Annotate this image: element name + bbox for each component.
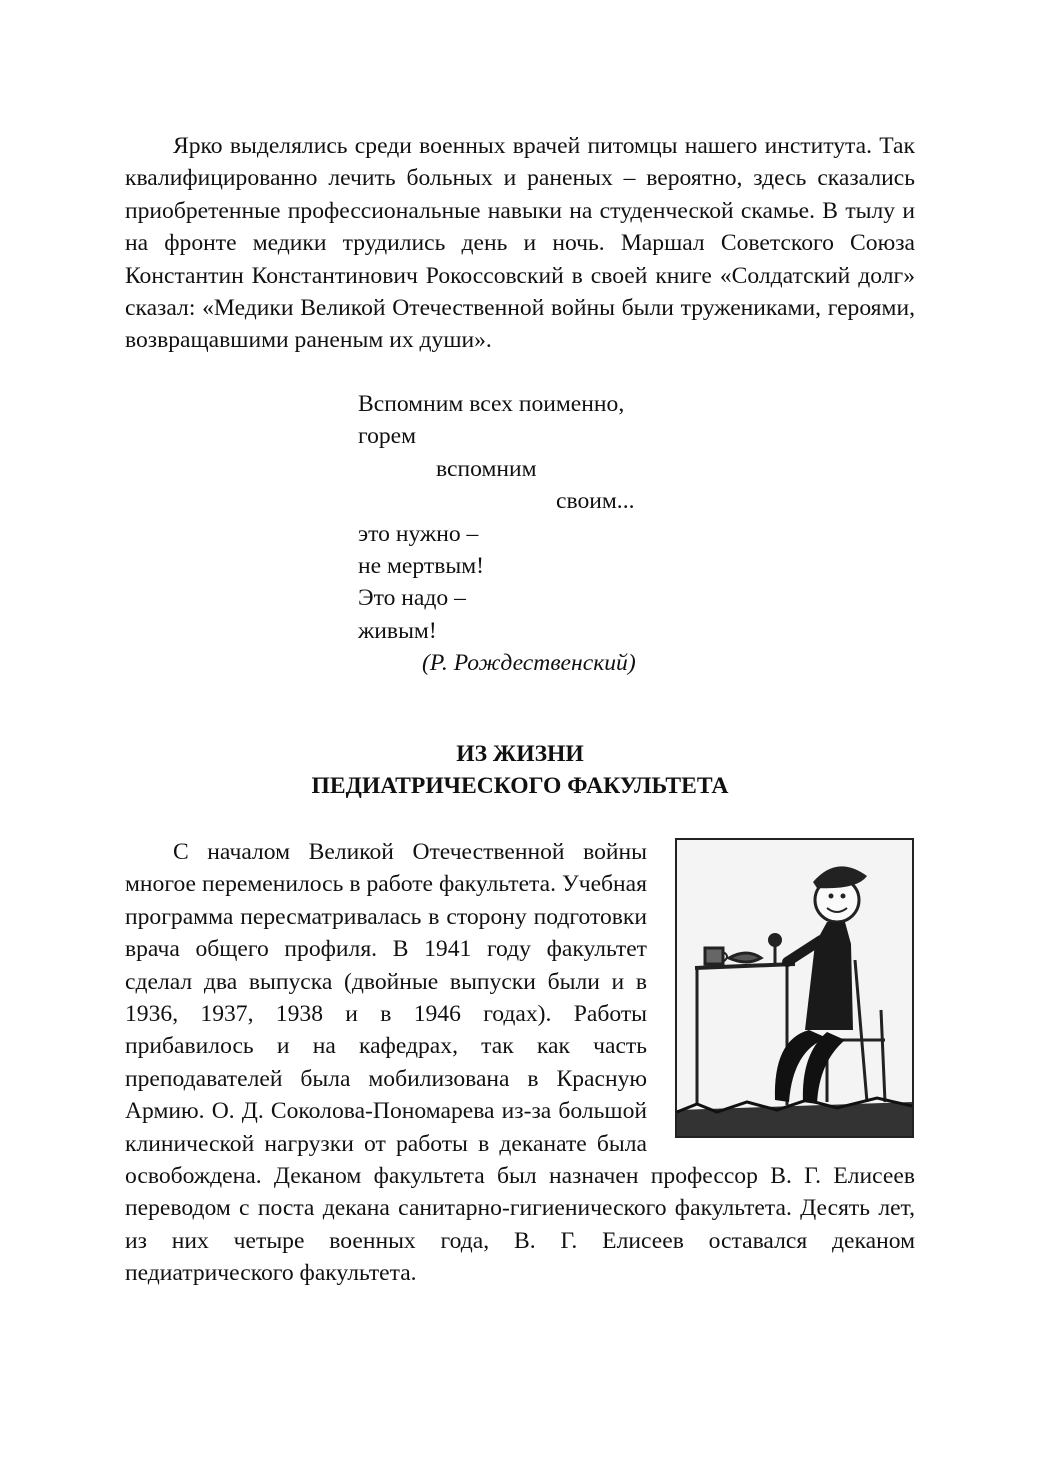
paragraph-text: С началом Великой Отечественной войны многое переменилось в работе факультета. Учебная программа пересматривалась в сторону подготовки врача общего профиля. В 1941 году факультет сделал два выпуска (двойные выпуски были и в 1936, 1937, 1938 и в 1946 годах). Работы прибавилось и на кафедрах, так как часть преподавателей была мобилизована в Красную Армию. О. Д. Соколова-Пономарева из-за большой клинической нагрузки от работы в деканате была освобождена. Деканом факультета был назначен профессор В. Г. Елисеев переводом с поста декана санитарно-гигиенического факультета. Десять лет, из них четыре военных года, В. Г. Елисеев оставался деканом педиатрического факультета.	[125, 839, 915, 1287]
poem-line: Это надо –	[358, 585, 466, 612]
poem-line: не мертвым!	[358, 552, 484, 579]
poem-line: вспомним	[436, 455, 537, 482]
section-heading	[125, 738, 915, 803]
poem-line: своим...	[556, 488, 635, 515]
poem-line: Вспомним всех поименно,	[358, 391, 625, 417]
figure-wrap-spacer	[647, 836, 915, 1132]
poem-line: живым!	[358, 617, 437, 644]
poem-line: это нужно –	[358, 520, 479, 547]
poem-author: (Р. Рождественский)	[422, 650, 636, 677]
intro-paragraph	[125, 130, 915, 357]
poem-line: горем	[358, 423, 417, 450]
heading-line-2: ПЕДИАТРИЧЕСКОГО ФАКУЛЬТЕТА	[311, 773, 729, 800]
paragraph-text: Ярко выделялись среди военных врачей питомцы нашего института. Так квалифицированно лечить больных и раненых – вероятно, здесь сказались приобретенные профессиональные навыки на студенческой скамье. В тылу и на фронте медики трудились день и ночь. Маршал Советского Союза Константин Константинович Рокоссовский в своей книге «Солдатский долг» сказал: «Медики Великой Отечественной войны были тружениками, героями, возвращавшими раненым их души».	[125, 133, 915, 354]
heading-line-1: ИЗ ЖИЗНИ	[456, 741, 584, 767]
faculty-paragraph	[125, 836, 915, 1290]
poem-quote	[358, 388, 636, 680]
